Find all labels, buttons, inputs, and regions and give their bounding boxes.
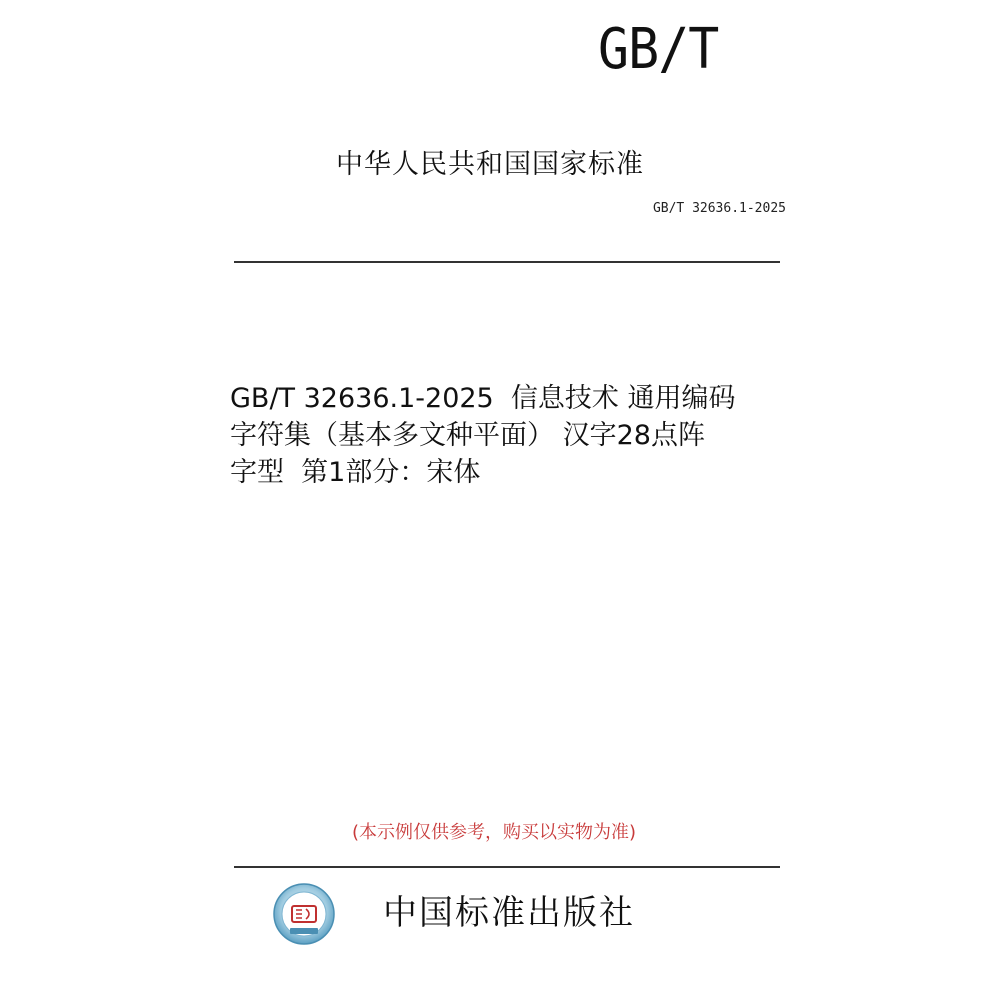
gbt-logo: GB/T: [598, 17, 719, 82]
standard-type-heading: 中华人民共和国国家标准: [336, 149, 644, 180]
title-line-3: 字型 第1部分：宋体: [230, 457, 481, 488]
publisher-name: 中国标准出版社: [383, 893, 635, 933]
bottom-divider: [234, 866, 780, 868]
title-line-2: 字符集（基本多文种平面） 汉字28点阵: [230, 420, 705, 451]
publisher-seal-icon: [272, 882, 336, 946]
top-divider: [234, 261, 780, 263]
sample-disclaimer: (本示例仅供参考，购买以实物为准): [352, 822, 637, 843]
document-title: [230, 380, 790, 491]
standard-number: GB/T 32636.1-2025: [652, 201, 786, 216]
title-line-1: GB/T 32636.1-2025 信息技术 通用编码: [230, 383, 736, 414]
